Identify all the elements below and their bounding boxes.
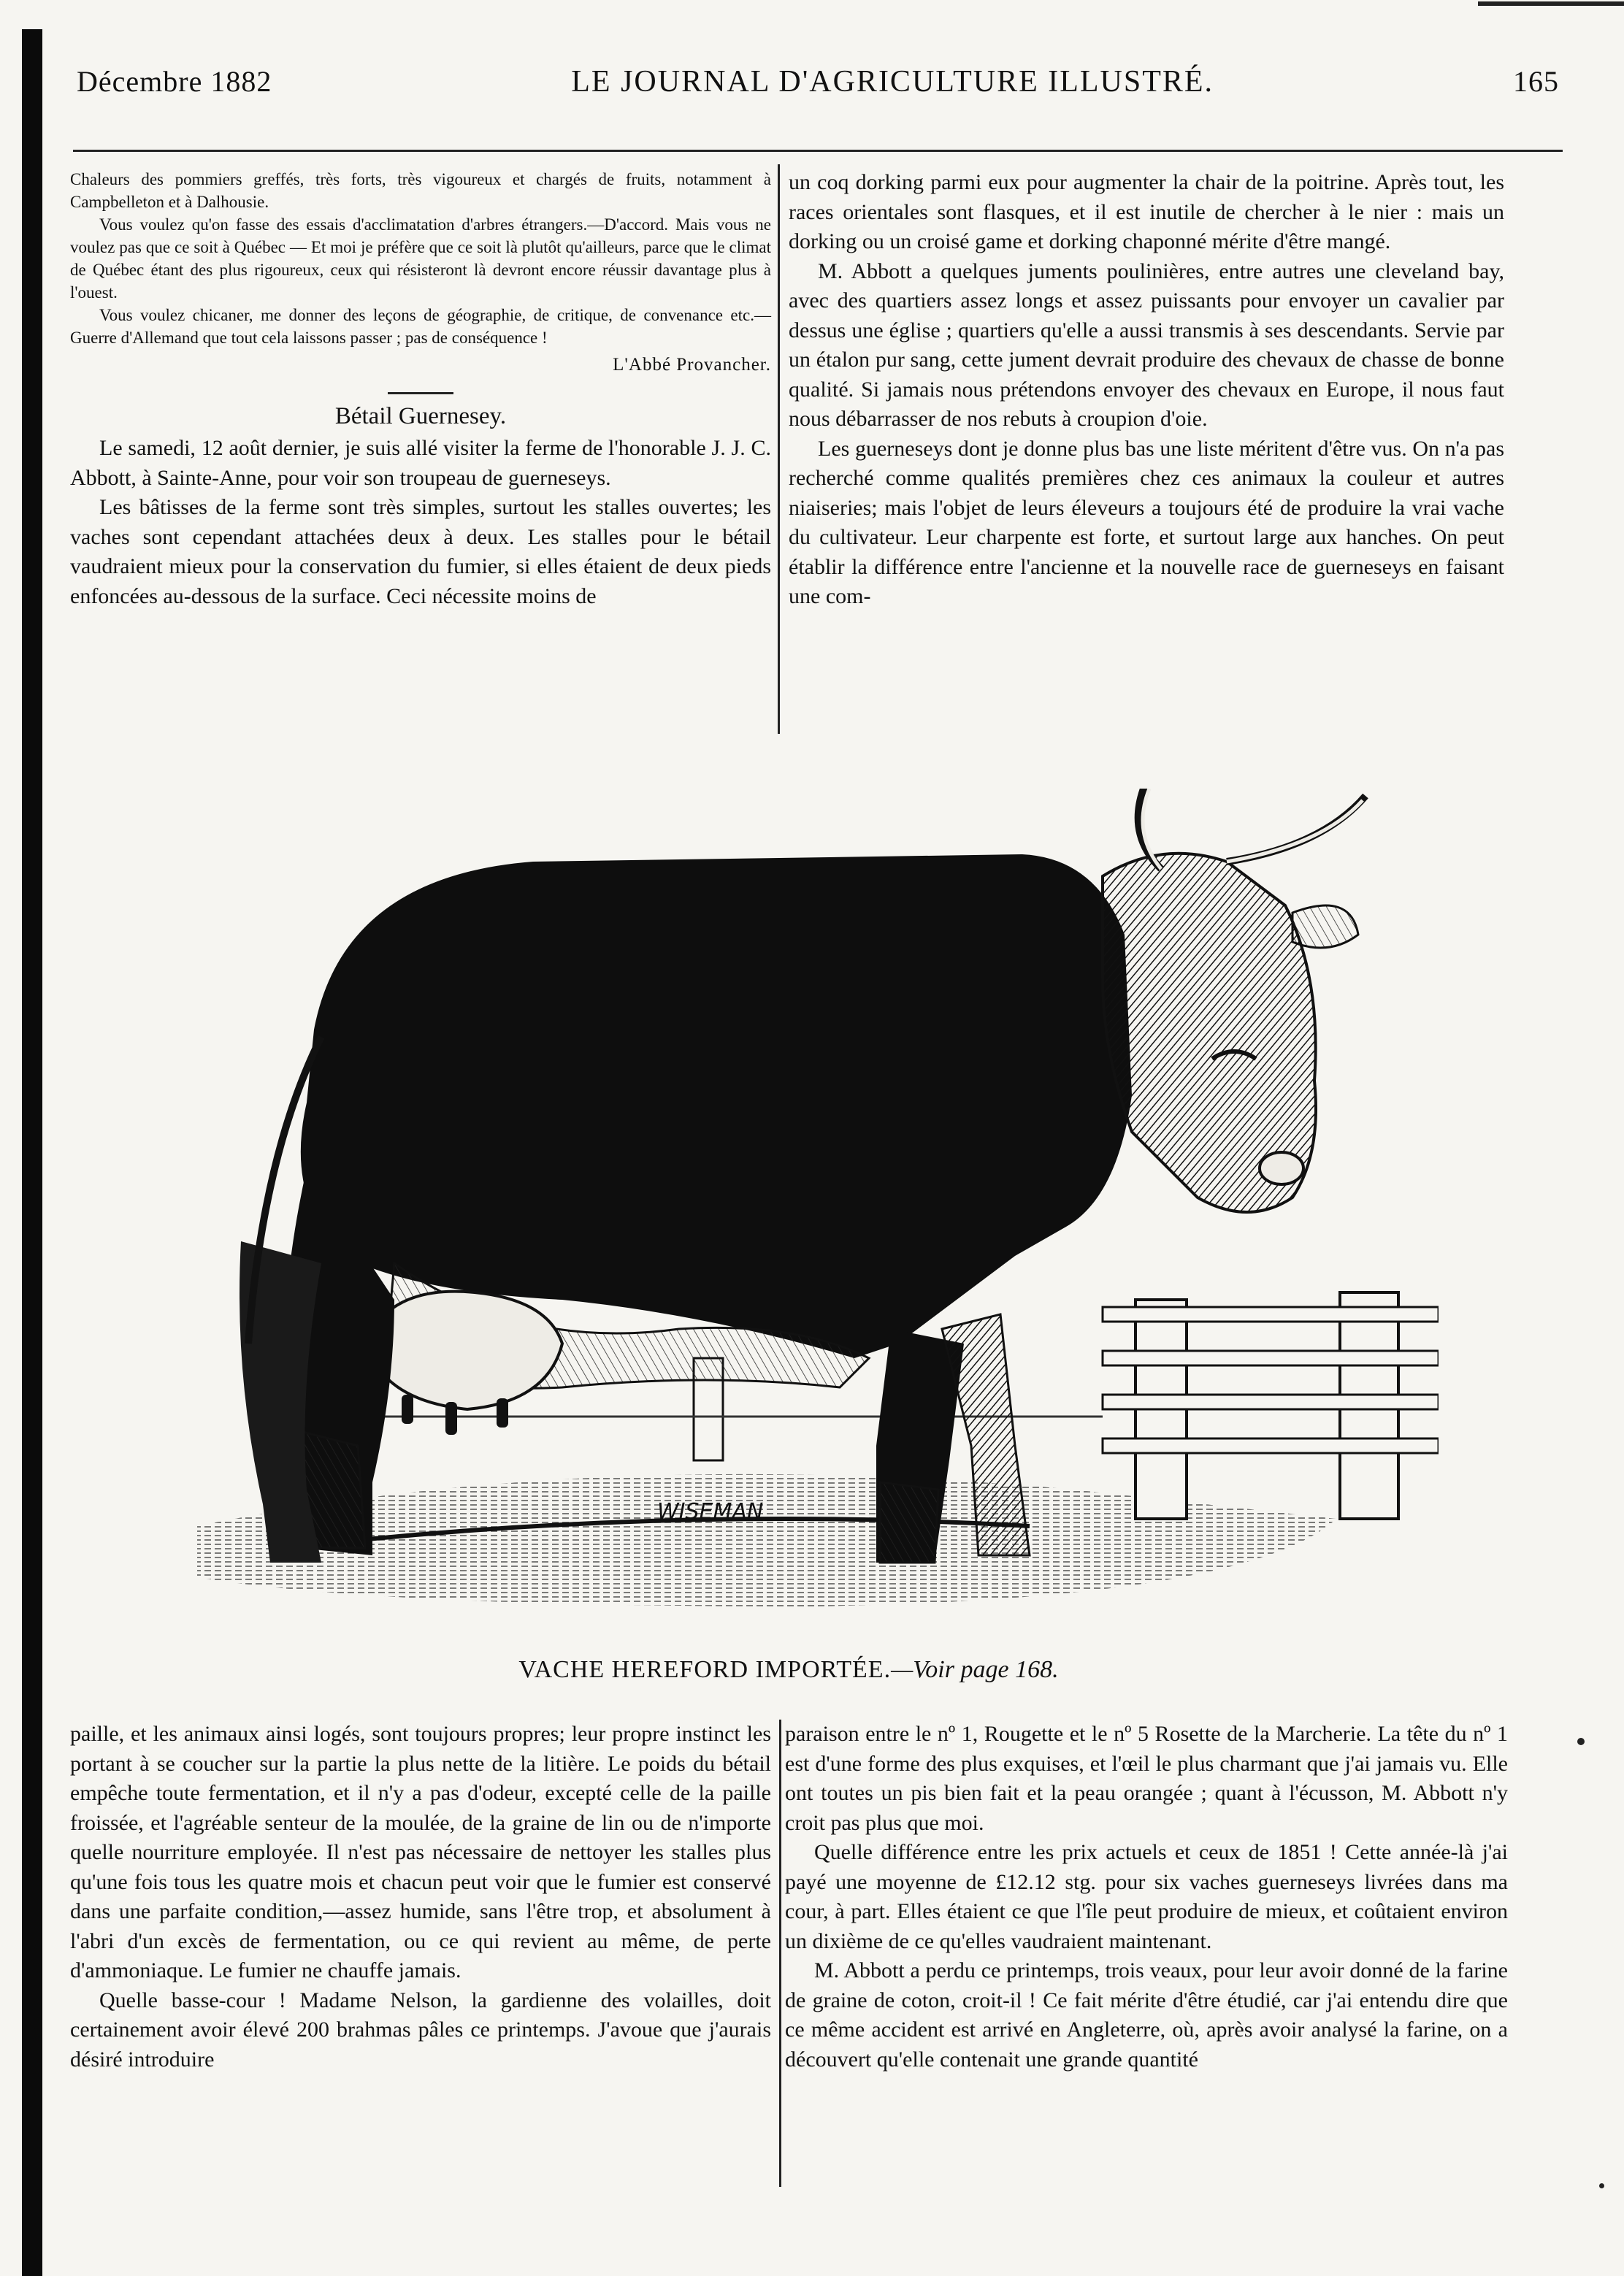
caption-see-page: —Voir page 168. (891, 1656, 1059, 1683)
hereford-cow-engraving (153, 789, 1439, 1650)
binding-edge (22, 29, 42, 2276)
header-rule (73, 150, 1563, 152)
top-corner-rule (1478, 1, 1624, 6)
column-top-right (789, 168, 1504, 612)
column-divider (778, 164, 780, 734)
column-bottom-right (785, 1720, 1508, 2074)
article-paragraph: M. Abbott a quelques juments poulinières, entre autres une cleveland bay, avec des quartiers assez longs et assez puissants pour envoyer un cavalier par dessus une église ; quartiers qu'elle a aussi transmis à ses descendants. Servie par un étalon pur sang, cette jument devrait produire des chevaux de chasse de bonne qualité. Si jamais nous prétendons envoyer des chevaux en Europe, il nous faut nous débarrasser de nos rebuts à croupion d'oie. (789, 258, 1504, 431)
section-separator (388, 392, 453, 394)
article-paragraph: M. Abbott a perdu ce printemps, trois veaux, pour leur avoir donné de la farine de graine de coton, croit-il ! Ce fait mérite d'être étudié, car j'ai entendu dire que ce même accident est arrivé en Angleterre, où, après avoir analysé la farine, on a découvert qu'elle contenait une grande quantité (785, 1958, 1508, 2072)
letter-paragraph: Vous voulez chicaner, me donner des leçons de géographie, de critique, de convenance etc.—Guerre d'Allemand que tout cela laissons passer ; pas de conséquence ! (70, 306, 771, 347)
page-header (77, 64, 1559, 108)
caption-title: VACHE HEREFORD IMPORTÉE. (518, 1656, 892, 1683)
column-bottom-left (70, 1720, 771, 2074)
print-speck (1599, 2183, 1604, 2188)
article-paragraph: Les bâtisses de la ferme sont très simples, surtout les stalles ouvertes; les vaches sont cependant attachées deux à deux. Les stalles pour le bétail vaudraient mieux pour la conservation du fumier, si elles étaient de deux pieds enfoncées au-dessous de la surface. Ceci nécessite moins de (70, 495, 771, 608)
page-number: 165 (1512, 65, 1559, 98)
article-paragraph: un coq dorking parmi eux pour augmenter la chair de la poitrine. Après tout, les races orientales sont flasques, et il est inutile de chercher à le nier : mais un dorking ou un croisé game et dorking chaponné mérite d'être mangé. (789, 170, 1504, 253)
print-speck (1577, 1738, 1585, 1745)
article-paragraph: Les guerneseys dont je donne plus bas une liste méritent d'être vus. On n'a pas recherché comme qualités premières chez ces animaux la couleur et autres niaiseries; mais l'objet de leurs éleveurs a toujours été de produire la vrai vache du cultivateur. Leur charpente est forte, et surtout large aux hanches. On peut établir la différence entre l'ancienne et la nouvelle race de guerneseys en faisant une com- (789, 436, 1504, 608)
letter-paragraph: Chaleurs des pommiers greffés, très forts, très vigoureux et chargés de fruits, notamment à Campbelleton et à Dalhousie. (70, 170, 771, 211)
column-divider (779, 1720, 781, 2187)
figure-caption (146, 1656, 1431, 1684)
letter-signature: L'Abbé Provancher. (613, 355, 771, 375)
article-title: Bétail Guernesey. (334, 402, 507, 429)
article-paragraph: paille, et les animaux ainsi logés, sont toujours propres; leur propre instinct les portant à se coucher sur la partie la plus nette de la litière. Le poids du bétail empêche toute fermentation, et il n'y a pas d'odeur, excepté celle de la paille froissée, et l'agréable senteur de la moulée, de la graine de lin ou de n'importe quelle nourriture employée. Il n'est pas nécessaire de nettoyer les stalles plus qu'une fois tous les quatre mois et chacun peut voir que le fumier est conservé dans une parfaite condition,—assez humide, sans l'être trop, et absolument à l'abri d'un excès de fermentation, ou ce qui revient au même, de perte d'ammoniaque. Le fumier ne chauffe jamais. (70, 1722, 771, 1982)
article-paragraph: paraison entre le nº 1, Rougette et le nº 5 Rosette de la Marcherie. La tête du nº 1 est d'une forme des plus exquises, et l'œil le plus charmant que j'ai jamais vu. Elle ont toutes un pis bien fait et la peau orangée ; quant à l'écusson, M. Abbott n'y croit pas plus que moi. (785, 1722, 1508, 1835)
article-paragraph: Quelle différence entre les prix actuels et ceux de 1851 ! Cette année-là j'ai payé une moyenne de £12.12 stg. pour six vaches guerneseys livrées dans ma cour, à part. Elles étaient ce que l'île peut produire de mieux, et coûtaient environ un dixième de ce qu'elles vaudraient maintenant. (785, 1840, 1508, 1953)
letter-paragraph: Vous voulez qu'on fasse des essais d'acclimatation d'arbres étrangers.—D'accord. Mais vous ne voulez pas que ce soit à Québec — Et moi je préfère que ce soit là plutôt qu'ailleurs, parce que le climat de Québec étant des plus rigoureux, ceux qui résisteront là devront encore réussir davantage plus à l'ouest. (70, 215, 771, 302)
journal-title: LE JOURNAL D'AGRICULTURE ILLUSTRÉ. (571, 65, 1214, 99)
article-paragraph: Le samedi, 12 août dernier, je suis allé visiter la ferme de l'honorable J. J. C. Abbott, à Sainte-Anne, pour voir son troupeau de guerneseys. (70, 436, 771, 490)
engraver-signature: WISEMAN (657, 1499, 764, 1525)
issue-date: Décembre 1882 (77, 65, 272, 98)
article-paragraph: Quelle basse-cour ! Madame Nelson, la gardienne des volailles, doit certainement avoir élevé 200 brahmas pâles ce printemps. J'avoue que j'aurais désiré introduire (70, 1988, 771, 2072)
column-top-left (70, 168, 771, 611)
